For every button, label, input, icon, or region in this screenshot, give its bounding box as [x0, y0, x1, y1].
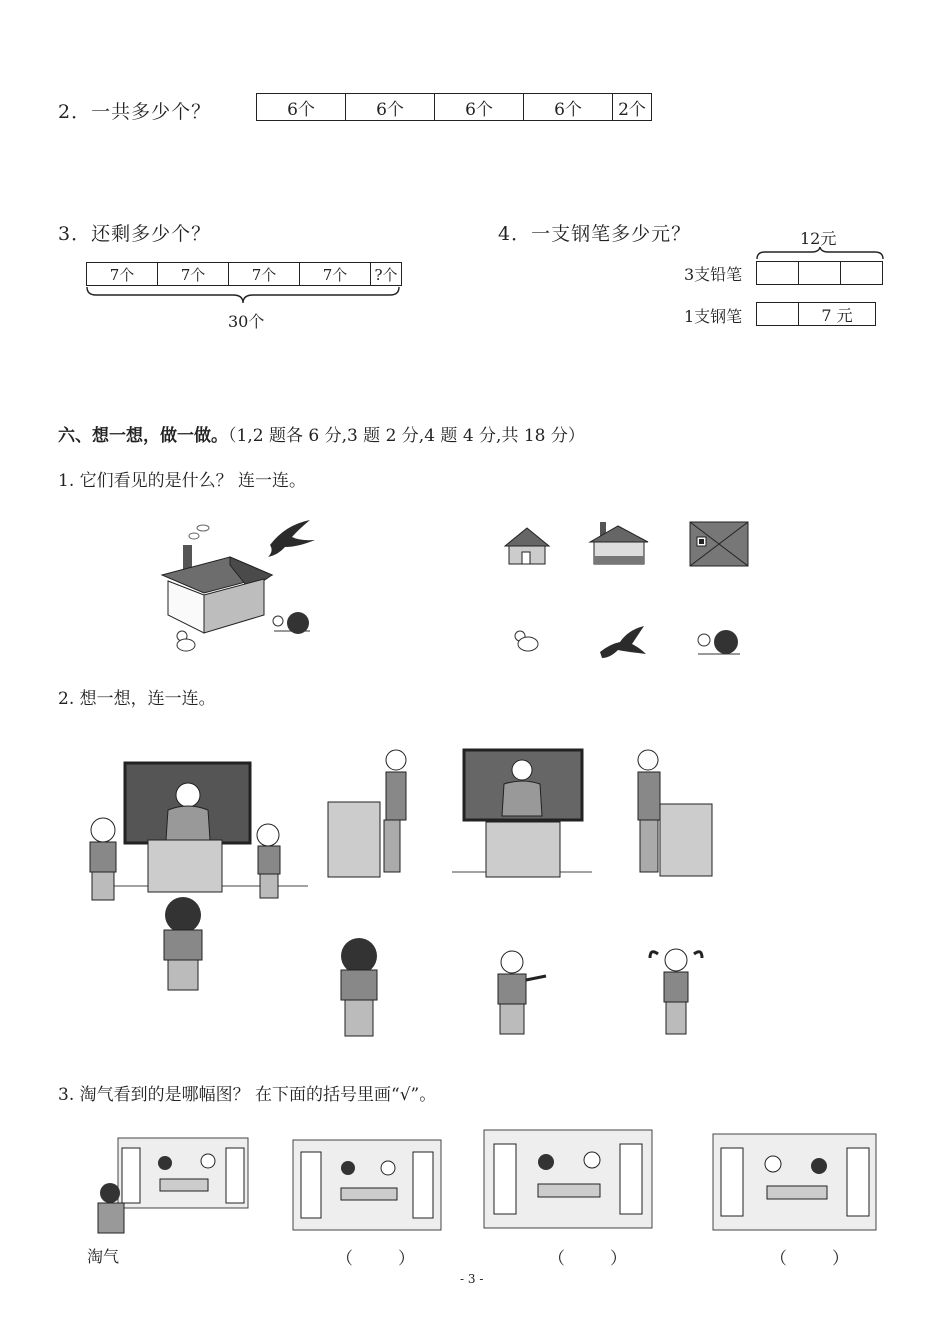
view-option-roof-top: [690, 522, 750, 567]
pencil-bar: [756, 261, 883, 285]
figure-girl: [648, 944, 706, 1038]
question-2-bar: [256, 93, 652, 121]
bar-cell: [757, 262, 799, 284]
question-4-total: 12元: [800, 229, 837, 248]
figure-back-view-kid: [335, 938, 383, 1038]
taoqi-window-scene: [80, 1133, 250, 1243]
bar-cell: 6个: [435, 94, 524, 120]
question-3-bar: [86, 262, 402, 286]
snail-icon: [694, 626, 744, 658]
answer-paren-2[interactable]: （ ）: [548, 1249, 641, 1269]
answer-paren-3[interactable]: （ ）: [770, 1249, 863, 1269]
figure-boy: [490, 950, 548, 1036]
section-6-heading: [58, 421, 585, 446]
view-option-small-house: [505, 526, 550, 566]
question-4-text: 4．一支钢笔多少元？: [498, 223, 692, 245]
bar-cell: ?个: [374, 265, 398, 284]
question-3-total: 30个: [228, 312, 265, 331]
bar-cell: 7个: [158, 263, 229, 285]
window-option-3: [713, 1134, 878, 1232]
view-teacher-front-board: [452, 750, 592, 880]
bar-cell: [841, 262, 882, 284]
row-label-pen: 1支钢笔: [684, 307, 743, 326]
bar-cell: 6个: [346, 94, 435, 120]
window-option-2: [484, 1130, 654, 1230]
scene-house-illustration: [160, 515, 320, 660]
window-option-1: [293, 1140, 443, 1232]
view-teacher-side-desk: [328, 748, 413, 878]
bar-cell: 7个: [300, 263, 371, 285]
bar-cell: 6个: [524, 94, 613, 120]
view-option-house-chimney: [590, 516, 650, 566]
bar-cell: 7 元: [821, 305, 853, 325]
section-6-points: （1,2 题各 6 分,3 题 2 分,4 题 4 分,共 18 分）: [228, 426, 585, 446]
brace-top: [756, 247, 884, 261]
bar-cell: 7个: [229, 263, 300, 285]
section-6-title: 六、想一想，做一做。: [58, 426, 228, 446]
bar-cell: [799, 262, 841, 284]
bar-cell: [757, 303, 799, 325]
bar-cell: 2个: [618, 99, 646, 120]
pen-bar: [756, 302, 876, 326]
question-2-text: 2．一共多少个？: [58, 101, 212, 123]
answer-paren-1[interactable]: （ ）: [336, 1249, 429, 1269]
page-number: - 3 -: [460, 1272, 484, 1286]
part-1-text: 1. 它们看见的是什么？ 连一连。: [58, 471, 307, 491]
view-teacher-side-right: [630, 748, 715, 878]
row-label-pencils: 3支铅笔: [684, 265, 743, 284]
classroom-scene-illustration: [78, 760, 308, 995]
taoqi-label: 淘气: [87, 1247, 120, 1266]
swallow-icon: [598, 624, 648, 660]
chick-icon: [512, 628, 542, 658]
part-3-text: 3. 淘气看到的是哪幅图？ 在下面的括号里画“√”。: [58, 1085, 437, 1105]
question-3-text: 3．还剩多少个？: [58, 223, 212, 245]
brace-bottom: [86, 287, 400, 307]
bar-cell: 7个: [87, 263, 158, 285]
part-2-text: 2. 想一想，连一连。: [58, 689, 216, 709]
bar-cell: 6个: [257, 94, 346, 120]
